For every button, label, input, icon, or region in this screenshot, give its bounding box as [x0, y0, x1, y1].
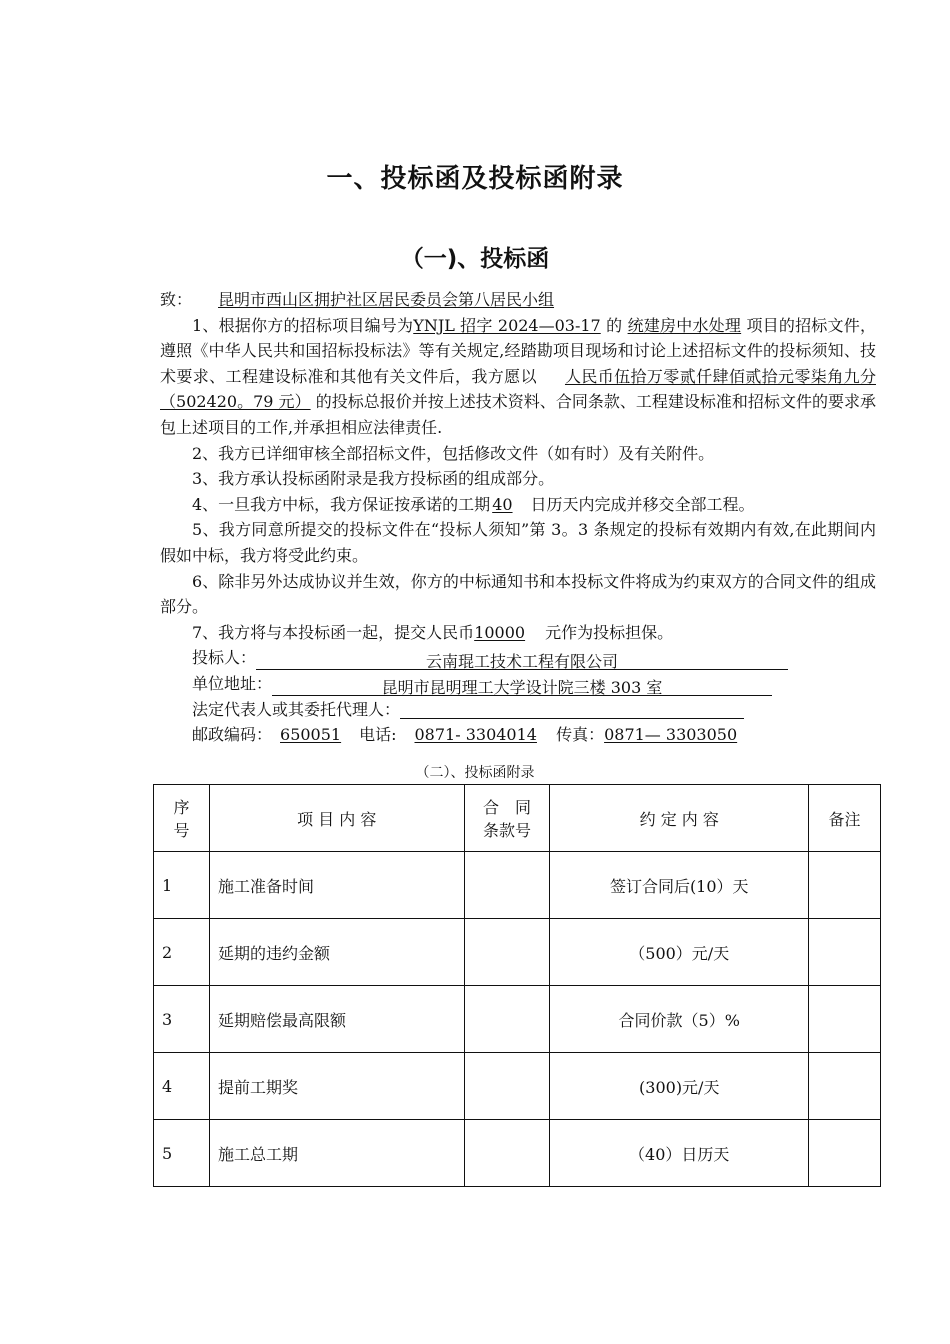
- row-item: 延期赔偿最高限额: [209, 986, 464, 1053]
- address-value: 昆明市昆明理工大学设计院三楼 303 室: [272, 675, 772, 696]
- row-note: [809, 986, 881, 1053]
- header-no: 序 号: [154, 785, 210, 852]
- phone-label: 电话:: [359, 725, 397, 745]
- row-item: 延期的违约金额: [209, 919, 464, 986]
- representative-label: 法定代表人或其委托代理人：: [192, 699, 401, 719]
- clause-5: 5、我方同意所提交的投标文件在“投标人须知”第 3。3 条规定的投标有效期内有效,在此期间内假如中标，我方将受此约束。: [160, 520, 876, 565]
- address-label: 单位地址：: [192, 673, 273, 693]
- clause-1-text-c: 项目的招标文件，遵照《中华人民共和国招标投标法》等有关规定,经踏勘项目现场和讨论上述招标文件的投标须知、技术要求、工程建设标准和其他有关文件后，我方愿以: [160, 315, 876, 386]
- table-row: [154, 919, 881, 986]
- construction-period: 40: [492, 494, 513, 514]
- table-row: [154, 1053, 881, 1120]
- clause-7: [160, 620, 876, 646]
- row-no: 3: [154, 986, 210, 1053]
- representative-line: [160, 697, 876, 723]
- row-clause: [464, 1053, 550, 1120]
- clause-6: 6、除非另外达成协议并生效，你方的中标通知书和本投标文件将成为约束双方的合同文件的组成部分。: [160, 571, 876, 617]
- header-note: 备注: [809, 785, 881, 852]
- section-title: （一)、投标函: [400, 246, 550, 272]
- phone-value: 0871- 3304014: [414, 725, 537, 745]
- clause-7-text-b: 元作为投标担保。: [545, 622, 674, 642]
- address-line: [160, 671, 876, 697]
- row-no: 5: [154, 1120, 210, 1187]
- row-content: （40）日历天: [550, 1120, 809, 1187]
- contact-line: [160, 722, 876, 748]
- table-header-row: [154, 785, 881, 852]
- postcode-value: 650051: [280, 725, 342, 745]
- row-item: 提前工期奖: [209, 1053, 464, 1120]
- row-note: [809, 919, 881, 986]
- table-row: [154, 1120, 881, 1187]
- bidder-value: 云南琨工技术工程有限公司: [256, 649, 788, 670]
- clause-1-text-a: 1、根据你方的招标项目编号为: [192, 315, 414, 335]
- header-clause: 合 同 条款号: [464, 785, 550, 852]
- clause-4-text-a: 4、一旦我方中标，我方保证按承诺的工期: [192, 494, 491, 514]
- row-clause: [464, 986, 550, 1053]
- table-row: [154, 852, 881, 919]
- row-no: 4: [154, 1053, 210, 1120]
- clause-1-text-b: 的: [606, 315, 623, 335]
- appendix-table: [153, 784, 881, 1187]
- project-name: 统建房中水处理: [627, 315, 742, 335]
- row-note: [809, 852, 881, 919]
- appendix-caption: （二）、投标函附录: [415, 765, 535, 781]
- row-item: 施工准备时间: [209, 852, 464, 919]
- row-item: 施工总工期: [209, 1120, 464, 1187]
- row-clause: [464, 919, 550, 986]
- bid-letter: [160, 287, 876, 748]
- page-title: 一、投标函及投标函附录: [326, 164, 624, 194]
- bid-bond-amount: 10000: [474, 622, 526, 642]
- clause-2: 2、我方已详细审核全部招标文件，包括修改文件（如有时）及有关附件。: [192, 443, 715, 463]
- row-clause: [464, 1120, 550, 1187]
- row-content: （500）元/天: [550, 919, 809, 986]
- clause-1-text-d: 的投标总报价并按上述技术资料、合同条款、工程建设标准和招标文件的要求承包上述项目的工作,并承担相应法律责任.: [160, 392, 876, 437]
- header-content: 约 定 内 容: [550, 785, 809, 852]
- clause-1: [160, 313, 876, 441]
- clause-4-text-b: 日历天内完成并移交全部工程。: [530, 494, 755, 514]
- bid-amount: 人民币伍拾万零贰仟肆佰贰拾元零柒角九分（502420。79 元）: [160, 366, 876, 412]
- postcode-label: 邮政编码：: [192, 725, 273, 745]
- bidder-line: [160, 645, 876, 671]
- row-content: 签订合同后(10）天: [550, 852, 809, 919]
- row-no: 1: [154, 852, 210, 919]
- header-item: 项 目 内 容: [209, 785, 464, 852]
- row-no: 2: [154, 919, 210, 986]
- project-code: YNJL 招字 2024—03-17: [413, 315, 601, 335]
- row-content: 合同价款（5）%: [550, 986, 809, 1053]
- clause-7-text-a: 7、我方将与本投标函一起，提交人民币: [192, 622, 475, 642]
- clause-4: [160, 492, 876, 518]
- addressee-value: 昆明市西山区拥护社区居民委员会第八居民小组: [218, 290, 555, 309]
- row-note: [809, 1120, 881, 1187]
- addressee-label: 致：: [160, 290, 193, 309]
- bidder-label: 投标人：: [192, 648, 257, 668]
- table-row: [154, 986, 881, 1053]
- representative-value: [400, 698, 744, 719]
- row-content: (300)元/天: [550, 1053, 809, 1120]
- addressee-line: [160, 287, 876, 313]
- row-clause: [464, 852, 550, 919]
- row-note: [809, 1053, 881, 1120]
- clause-3: 3、我方承认投标函附录是我方投标函的组成部分。: [192, 469, 555, 489]
- fax-label: 传真：: [556, 725, 605, 745]
- fax-value: 0871— 3303050: [604, 725, 738, 745]
